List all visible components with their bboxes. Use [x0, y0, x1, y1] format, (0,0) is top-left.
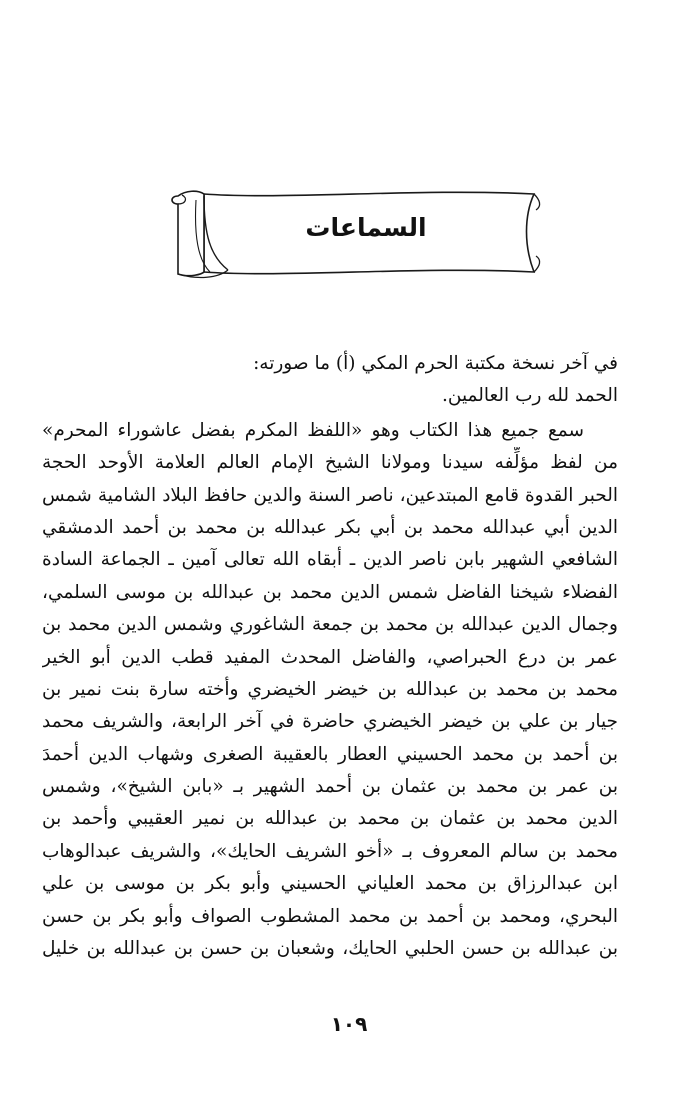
- text-line: الشافعي الشهير بابن ناصر الدين ـ أبقاه الله تعالى آمين ـ الجماعة السادة: [42, 549, 618, 571]
- text-line: بن أحمد بن محمد الحسيني العطار بالعقيبة الصغرى وشهاب الدين أحمدَ: [42, 743, 618, 765]
- text-line: سمع جميع هذا الكتاب وهو «اللفظ المكرم بفضل عاشوراء المحرم»: [42, 419, 584, 441]
- text-line: ابن عبدالرزاق بن محمد العلياني الحسيني وأبو بكر بن موسى بن علي: [42, 873, 618, 895]
- text-line: محمد بن سالم المعروف بـ «أخو الشريف الحايك»، والشريف عبدالوهاب: [42, 840, 618, 862]
- text-line: جيار بن علي بن خيضر الخيضري حاضرة في آخر الرابعة، والشريف محمد: [42, 711, 618, 733]
- text-line: البحري، ومحمد بن أحمد بن محمد المشطوب الصواف وأبو بكر بن حسن: [42, 905, 618, 927]
- text-line: بن عبدالله بن حسن الحلبي الحايك، وشعبان بن حسن بن عبدالله بن خليل: [42, 938, 618, 960]
- body-text: [42, 348, 618, 965]
- text-line: الدين محمد بن عثمان بن محمد بن عبدالله بن نمير العقيبي وأحمد بن: [42, 808, 618, 830]
- text-line: من لفظ مؤلِّفه سيدنا ومولانا الشيخ الإمام العالم العلامة الأوحد الحجة: [42, 452, 618, 474]
- page-number: ١٠٩: [330, 1012, 368, 1036]
- text-line: بن عمر بن محمد بن عثمان بن أحمد الشهير بـ «بابن الشيخ»، وشمس: [42, 776, 618, 798]
- text-line: الحمد لله رب العالمين.: [441, 385, 618, 407]
- section-title: السماعات: [305, 213, 427, 242]
- text-line: الدين أبي عبدالله محمد بن أبي بكر عبدالله بن محمد بن أحمد الدمشقي: [42, 516, 618, 538]
- text-line: محمد بن محمد بن عبدالله بن خيضر الخيضري وأخته سارة بنت نمير بن: [42, 678, 618, 700]
- text-line: وجمال الدين عبدالله بن محمد بن جمعة الشاغوري وشمس الدين محمد بن: [42, 614, 618, 636]
- text-line: عمر بن درع الحبراصي، والفاضل المحدث المفيد قطب الدين أبو الخير: [42, 646, 618, 668]
- section-banner: [168, 186, 544, 280]
- text-line: في آخر نسخة مكتبة الحرم المكي (أ) ما صورته:: [253, 353, 618, 374]
- text-line: الحبر القدوة قامع المبتدعين، ناصر السنة والدين حافظ البلاد الشامية شمس: [42, 484, 618, 506]
- text-line: الفضلاء شيخنا الفاضل شمس الدين محمد بن عبدالله بن موسى السلمي،: [42, 581, 618, 603]
